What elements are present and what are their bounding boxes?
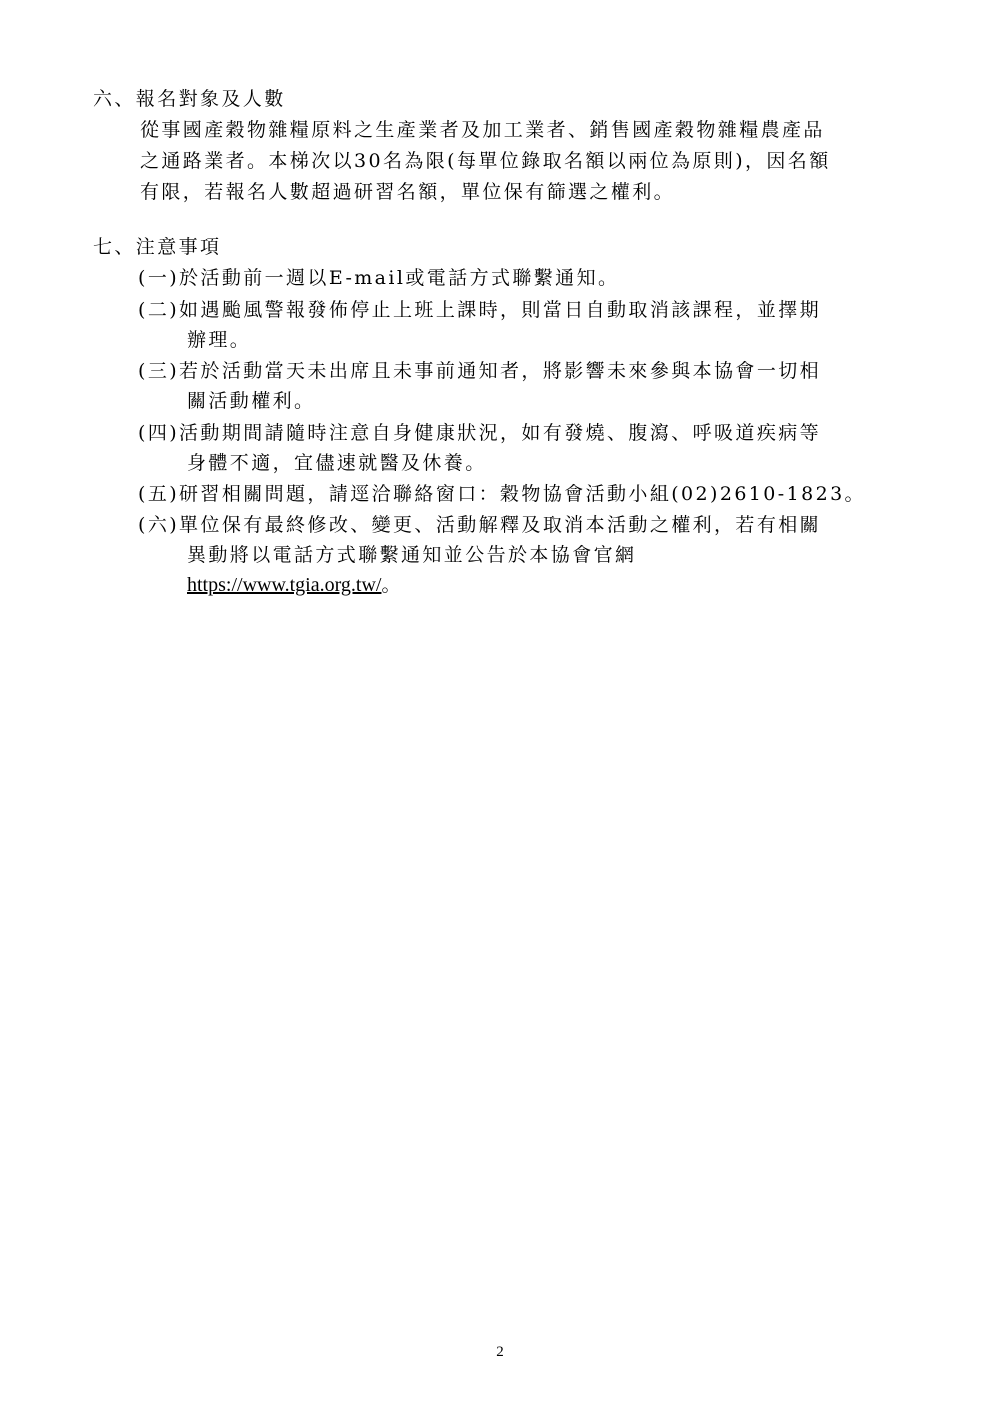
section-6-text-line-3: 有限，若報名人數超過研習名額，單位保有篩選之權利。 [140,181,676,203]
notice-item-3: (三)若於活動當天未出席且未事前通知者，將影響未來參與本協會一切相 [138,360,822,382]
page-number: 2 [496,1344,504,1360]
section-6-text-line-2: 之通路業者。本梯次以30名為限(每單位錄取名額以兩位為原則)，因名額 [140,150,831,172]
section-7-heading: 七、注意事項 [93,236,222,258]
section-6-text-line-1: 從事國產穀物雜糧原料之生產業者及加工業者、銷售國產穀物雜糧農產品 [140,119,825,141]
notice-item-6-url-line [187,570,403,600]
notice-item-6: (六)單位保有最終修改、變更、活動解釋及取消本活動之權利，若有相關 [138,514,822,536]
notice-item-6-continuation: 異動將以電話方式聯繫通知並公告於本協會官網 [187,544,637,566]
notice-item-4: (四)活動期間請隨時注意自身健康狀況，如有發燒、腹瀉、呼吸道疾病等 [138,422,822,444]
section-6-heading: 六、報名對象及人數 [93,88,286,110]
notice-item-4-continuation: 身體不適，宜儘速就醫及休養。 [187,452,487,474]
notice-item-2: (二)如遇颱風警報發佈停止上班上課時，則當日自動取消該課程，並擇期 [138,299,822,321]
notice-item-3-continuation: 關活動權利。 [187,390,316,412]
notice-item-2-continuation: 辦理。 [187,329,252,351]
notice-item-5: (五)研習相關問題，請逕洽聯絡窗口：穀物協會活動小組(02)2610-1823。 [138,483,866,505]
association-website-link[interactable]: https://www.tgia.org.tw/ [187,574,382,596]
url-suffix: 。 [381,574,403,596]
notice-item-1: (一)於活動前一週以E-mail或電話方式聯繫通知。 [138,267,620,289]
